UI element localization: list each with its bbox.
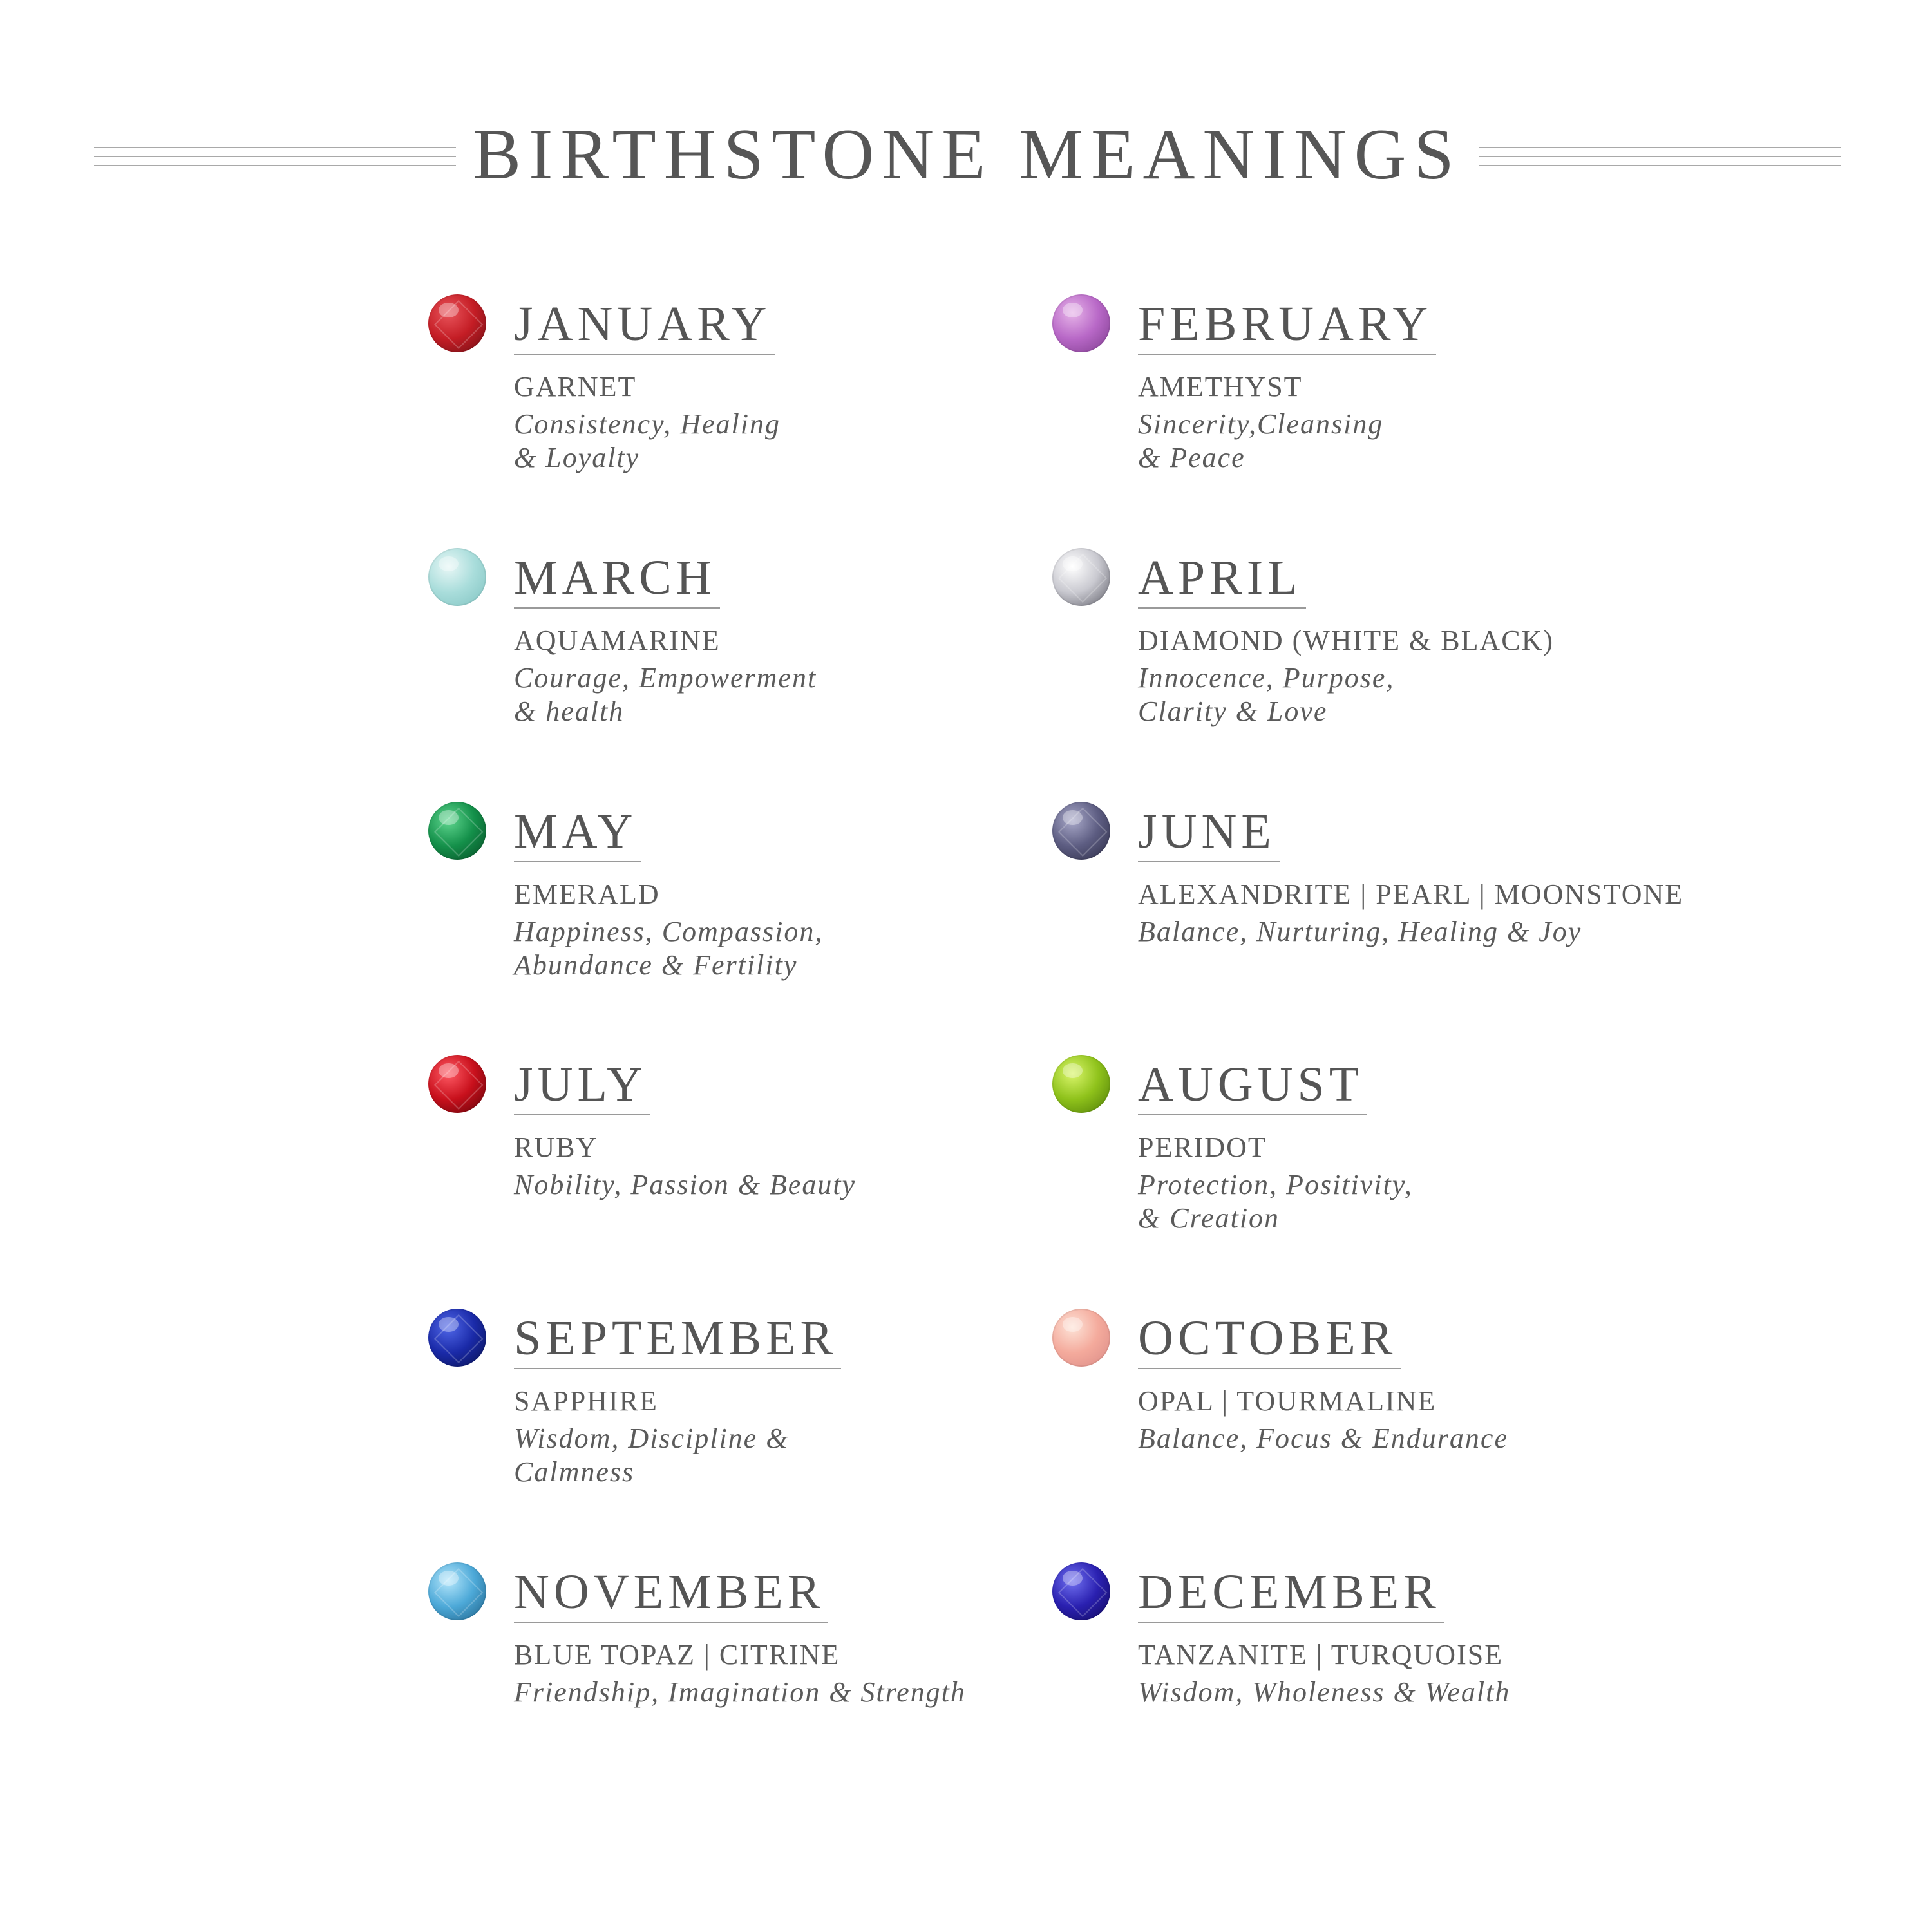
title-row xyxy=(0,109,1932,200)
meaning-line: Balance, Focus & Endurance xyxy=(1138,1423,1508,1454)
stone-name: ALEXANDRITE | PEARL | MOONSTONE xyxy=(1138,878,1684,910)
meaning-line: & Creation xyxy=(1138,1202,1280,1234)
month-name: NOVEMBER xyxy=(514,1562,828,1623)
amethyst-gem-icon xyxy=(1052,294,1110,352)
stone-meaning xyxy=(514,661,817,728)
title-right-rules xyxy=(1479,147,1841,166)
birthstone-entry-august xyxy=(1052,1055,1632,1267)
stone-name: TANZANITE | TURQUOISE xyxy=(1138,1639,1504,1671)
month-name: OCTOBER xyxy=(1138,1309,1401,1369)
meaning-line: Abundance & Fertility xyxy=(514,949,798,981)
emerald-gem-icon xyxy=(428,802,486,860)
stone-meaning xyxy=(1138,1676,1510,1709)
diamond-gem-icon xyxy=(1052,548,1110,606)
birthstone-entry-november xyxy=(428,1562,1008,1775)
birthstone-entry-june xyxy=(1052,802,1684,1014)
tanzanite-gem-icon xyxy=(1052,1562,1110,1620)
stone-meaning xyxy=(514,1422,789,1489)
meaning-line: Protection, Positivity, xyxy=(1138,1169,1413,1200)
month-name: JUNE xyxy=(1138,802,1280,862)
month-name: MAY xyxy=(514,802,641,862)
stone-name: BLUE TOPAZ | CITRINE xyxy=(514,1639,840,1671)
birthstone-entry-july xyxy=(428,1055,1008,1267)
meaning-line: Happiness, Compassion, xyxy=(514,916,824,947)
stone-name: OPAL | TOURMALINE xyxy=(1138,1385,1437,1417)
meaning-line: Calmness xyxy=(514,1456,635,1488)
stone-name: RUBY xyxy=(514,1132,598,1163)
stone-meaning xyxy=(514,1676,966,1709)
month-name: APRIL xyxy=(1138,548,1306,609)
garnet-gem-icon xyxy=(428,294,486,352)
stone-name: PERIDOT xyxy=(1138,1132,1267,1163)
alexandrite-gem-icon xyxy=(1052,802,1110,860)
ruby-gem-icon xyxy=(428,1055,486,1113)
meaning-line: & Loyalty xyxy=(514,442,640,473)
month-name: JANUARY xyxy=(514,294,775,355)
stone-meaning xyxy=(514,408,781,475)
opal-gem-icon xyxy=(1052,1309,1110,1367)
meaning-line: Nobility, Passion & Beauty xyxy=(514,1169,857,1200)
stone-meaning xyxy=(1138,1168,1413,1235)
birthstone-entry-may xyxy=(428,802,1008,1014)
month-name: MARCH xyxy=(514,548,720,609)
peridot-gem-icon xyxy=(1052,1055,1110,1113)
stone-name: SAPPHIRE xyxy=(514,1385,658,1417)
birthstone-entry-october xyxy=(1052,1309,1632,1521)
title-left-rules xyxy=(94,147,456,166)
stone-name: DIAMOND (WHITE & BLACK) xyxy=(1138,625,1555,656)
meaning-line: Wisdom, Discipline & xyxy=(514,1423,790,1454)
meaning-line: Sincerity,Cleansing xyxy=(1138,408,1384,440)
month-name: AUGUST xyxy=(1138,1055,1367,1115)
month-name: SEPTEMBER xyxy=(514,1309,841,1369)
meaning-line: Balance, Nurturing, Healing & Joy xyxy=(1138,916,1582,947)
meaning-line: Clarity & Love xyxy=(1138,696,1328,727)
month-name: DECEMBER xyxy=(1138,1562,1444,1623)
page-title: BIRTHSTONE MEANINGS xyxy=(473,115,1462,194)
stone-meaning xyxy=(1138,1422,1508,1455)
stone-name: AMETHYST xyxy=(1138,371,1303,402)
birthstone-entry-january xyxy=(428,294,1008,507)
stone-name: EMERALD xyxy=(514,878,660,910)
stone-meaning xyxy=(1138,915,1582,949)
sapphire-gem-icon xyxy=(428,1309,486,1367)
blue-topaz-gem-icon xyxy=(428,1562,486,1620)
meaning-line: & health xyxy=(514,696,625,727)
stone-name: GARNET xyxy=(514,371,637,402)
birthstone-entry-march xyxy=(428,548,1008,761)
stone-meaning xyxy=(1138,408,1383,475)
meaning-line: Wisdom, Wholeness & Wealth xyxy=(1138,1676,1511,1708)
birthstone-entry-february xyxy=(1052,294,1632,507)
stone-meaning xyxy=(514,1168,856,1202)
meaning-line: Courage, Empowerment xyxy=(514,662,817,694)
birthstone-entry-september xyxy=(428,1309,1008,1521)
meaning-line: Consistency, Healing xyxy=(514,408,781,440)
stone-meaning xyxy=(514,915,823,982)
aquamarine-gem-icon xyxy=(428,548,486,606)
stone-meaning xyxy=(1138,661,1394,728)
meaning-line: Innocence, Purpose, xyxy=(1138,662,1395,694)
month-name: JULY xyxy=(514,1055,650,1115)
stone-name: AQUAMARINE xyxy=(514,625,721,656)
month-name: FEBRUARY xyxy=(1138,294,1436,355)
birthstone-entry-december xyxy=(1052,1562,1632,1775)
meaning-line: & Peace xyxy=(1138,442,1245,473)
birthstone-entry-april xyxy=(1052,548,1632,761)
meaning-line: Friendship, Imagination & Strength xyxy=(514,1676,966,1708)
